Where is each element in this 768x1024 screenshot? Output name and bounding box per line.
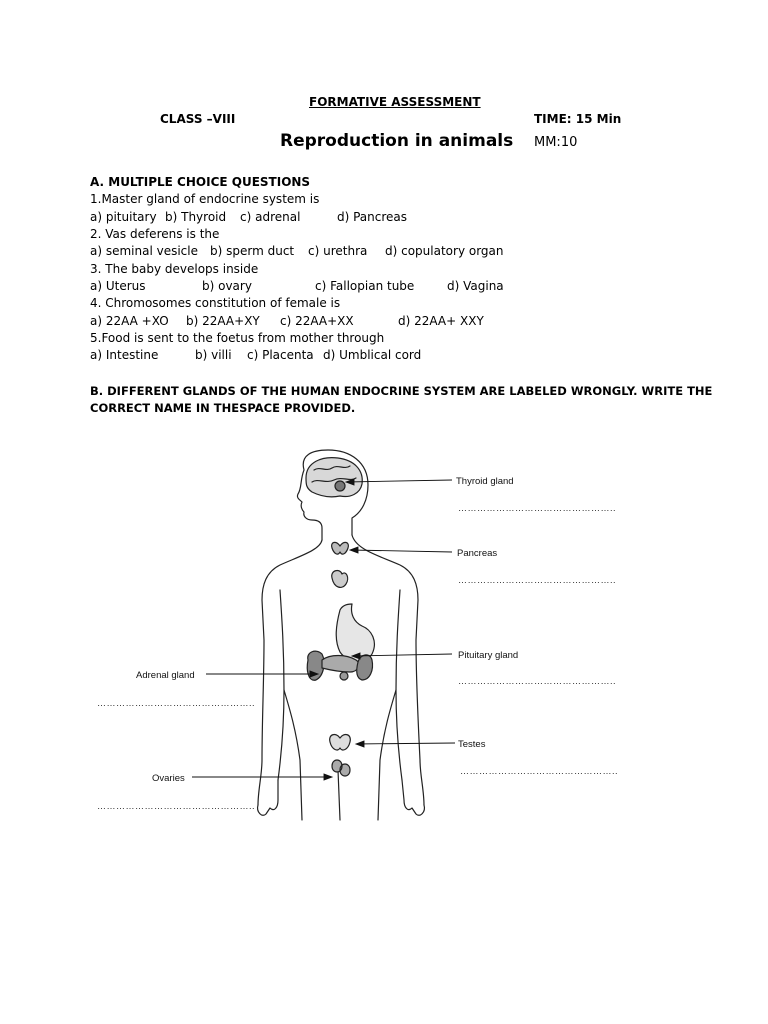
q1-option-a: a) pituitary <box>90 210 157 224</box>
class-label: CLASS –VIII <box>160 112 236 126</box>
question-4: 4. Chromosomes constitution of female is <box>90 296 341 310</box>
question-2: 2. Vas deferens is the <box>90 227 220 241</box>
pancreas-shape <box>322 656 359 673</box>
question-5: 5.Food is sent to the foetus from mother through <box>90 331 385 345</box>
stomach-shape <box>336 604 374 661</box>
q1-option-d: d) Pancreas <box>337 210 408 224</box>
thymus-shape <box>332 571 348 588</box>
q3-option-b: b) ovary <box>202 279 252 293</box>
q5-option-b: b) villi <box>195 348 232 362</box>
q3-option-a: a) Uterus <box>90 279 146 293</box>
q2-option-a: a) seminal vesicle <box>90 244 198 258</box>
label-testes: Testes <box>458 739 486 750</box>
label-pancreas: Pancreas <box>457 548 498 559</box>
q1-option-b: b) Thyroid <box>165 210 227 224</box>
q4-option-d: d) 22AA+ XXY <box>398 314 484 328</box>
time-label: TIME: 15 Min <box>534 112 622 126</box>
subject-title: Reproduction in animals <box>280 131 514 151</box>
question-1: 1.Master gland of endocrine system is <box>90 192 320 206</box>
thyroid-shape <box>332 542 349 554</box>
q5-option-a: a) Intestine <box>90 348 159 362</box>
q2-option-c: c) urethra <box>308 244 368 258</box>
label-ovaries: Ovaries <box>152 773 185 784</box>
q3-option-d: d) Vagina <box>447 279 504 293</box>
right-arm-inner <box>396 590 402 780</box>
q5-option-d: d) Umblical cord <box>323 348 422 362</box>
testes-pointer <box>356 743 455 744</box>
pituitary-dot <box>335 481 345 491</box>
q1-option-c: c) adrenal <box>240 210 301 224</box>
section-a-heading: A. MULTIPLE CHOICE QUESTIONS <box>90 175 311 189</box>
torso-left <box>284 690 302 820</box>
torso-right <box>378 690 396 820</box>
q4-option-a: a) 22AA +XO <box>90 314 169 328</box>
q3-option-c: c) Fallopian tube <box>315 279 415 293</box>
ovaries-shape <box>332 760 350 776</box>
q2-option-b: b) sperm duct <box>210 244 295 258</box>
answer-blank-1: ………………………………………….. <box>458 503 617 513</box>
answer-blank-6: ………………………………………….. <box>97 801 256 811</box>
leg-divide <box>338 770 340 820</box>
q4-option-b: b) 22AA+XY <box>186 314 260 328</box>
left-hand <box>258 780 278 815</box>
answer-blank-4: ………………………………………….. <box>460 766 619 776</box>
assessment-title: FORMATIVE ASSESSMENT <box>309 95 481 109</box>
q2-option-d: d) copulatory organ <box>385 244 504 258</box>
label-adrenal-gland: Adrenal gland <box>136 670 195 681</box>
brain <box>306 458 362 497</box>
testes-shape <box>330 735 351 750</box>
label-thyroid-gland: Thyroid gland <box>456 476 514 487</box>
pancreas-pointer <box>350 550 452 552</box>
left-arm-inner <box>278 590 284 780</box>
answer-blank-2: ………………………………………….. <box>458 575 617 585</box>
answer-blank-5: ………………………………………….. <box>97 698 256 708</box>
answer-blank-3: ………………………………………….. <box>458 676 617 686</box>
q4-option-c: c) 22AA+XX <box>280 314 354 328</box>
question-3: 3. The baby develops inside <box>90 262 259 276</box>
section-b-heading-line1: B. DIFFERENT GLANDS OF THE HUMAN ENDOCRINE SYSTEM ARE LABELED WRONGLY. WRITE THE <box>90 384 713 398</box>
label-pituitary-gland: Pituitary gland <box>458 650 519 661</box>
section-b-heading-line2: CORRECT NAME IN THESPACE PROVIDED. <box>90 401 356 415</box>
max-marks: MM:10 <box>534 135 578 150</box>
right-hand <box>402 780 424 815</box>
q5-option-c: c) Placenta <box>247 348 314 362</box>
